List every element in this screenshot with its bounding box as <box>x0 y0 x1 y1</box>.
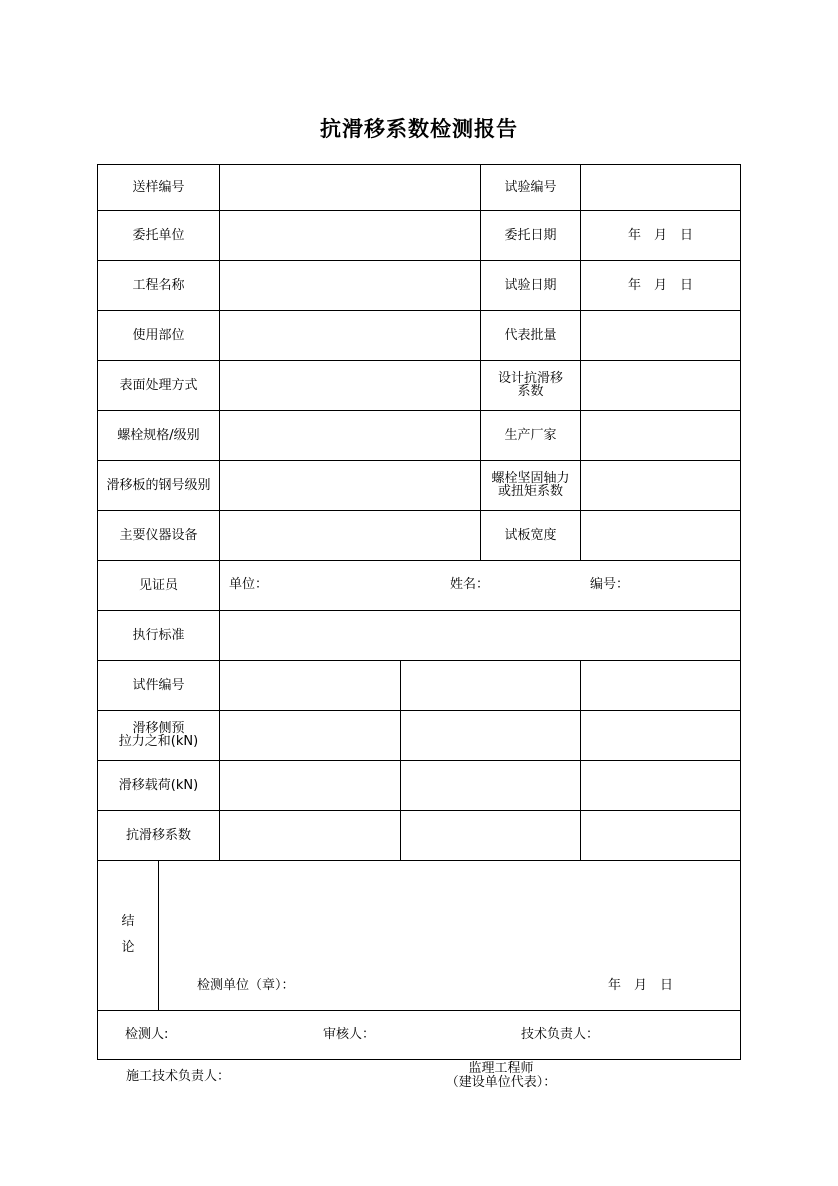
report-title: 抗滑移系数检测报告 <box>320 117 518 141</box>
label-test-date: 试验日期 <box>504 277 557 293</box>
row-divider <box>98 860 740 861</box>
label-surface-treatment: 表面处理方式 <box>119 377 198 393</box>
label-specimen-no: 试件编号 <box>132 677 185 693</box>
report-table <box>97 164 741 1060</box>
supervisor-line1: 监理工程师 <box>468 1061 534 1076</box>
label-bolt-axial-force <box>481 460 580 510</box>
label-design-slip-coefficient <box>481 360 580 410</box>
reviewer-label: 审核人： <box>323 1027 376 1042</box>
label-bolt-spec: 螺栓规格/级别 <box>117 427 200 443</box>
label-plate-width: 试板宽度 <box>504 527 557 543</box>
label-manufacturer: 生产厂家 <box>504 427 557 443</box>
label-commission-date: 委托日期 <box>504 227 557 243</box>
label-line: 论 <box>121 940 135 955</box>
col-divider <box>219 165 220 860</box>
label-line: 拉力之和(kN) <box>118 734 199 749</box>
label-client: 委托单位 <box>132 227 185 243</box>
label-line: 螺栓坚固轴力 <box>491 471 570 486</box>
conclusion-date: 年 月 日 <box>608 978 674 993</box>
label-line: 设计抗滑移 <box>497 371 563 386</box>
label-line: 或扭矩系数 <box>497 484 563 499</box>
witness-unit-label: 单位： <box>229 577 269 592</box>
test-date-value[interactable]: 年 月 日 <box>627 277 693 293</box>
label-conclusion <box>98 860 158 1010</box>
label-execution-standard: 执行标准 <box>132 627 185 643</box>
label-slip-load: 滑移载荷(kN) <box>118 777 199 793</box>
witness-name-label: 姓名： <box>450 577 490 592</box>
witness-number-label: 编号： <box>590 577 630 592</box>
label-slip-coefficient: 抗滑移系数 <box>125 827 191 843</box>
label-batch-quantity: 代表批量 <box>504 327 557 343</box>
col-divider <box>158 860 159 1010</box>
row-divider <box>98 1010 740 1011</box>
label-usage-location: 使用部位 <box>132 327 185 343</box>
label-pretension-sum <box>98 710 219 760</box>
technical-lead-label: 技术负责人： <box>521 1027 600 1042</box>
label-line: 滑移侧预 <box>132 721 185 736</box>
label-line: 系数 <box>517 384 544 399</box>
label-project-name: 工程名称 <box>132 277 185 293</box>
supervisor-line2: （建设单位代表）： <box>445 1075 557 1090</box>
commission-date-value[interactable]: 年 月 日 <box>627 227 693 243</box>
label-plate-steel-grade: 滑移板的钢号级别 <box>106 477 211 493</box>
col-divider <box>400 660 401 860</box>
tester-label: 检测人: <box>125 1027 169 1042</box>
label-line: 结 <box>121 914 135 929</box>
construction-tech-lead-label: 施工技术负责人： <box>126 1069 231 1084</box>
label-main-equipment: 主要仪器设备 <box>119 527 198 543</box>
col-divider <box>580 660 581 860</box>
label-test-no: 试验编号 <box>504 180 557 195</box>
label-witness: 见证员 <box>138 577 178 593</box>
testing-unit-seal-label: 检测单位（章）： <box>197 978 295 993</box>
label-sample-no: 送样编号 <box>132 180 185 195</box>
